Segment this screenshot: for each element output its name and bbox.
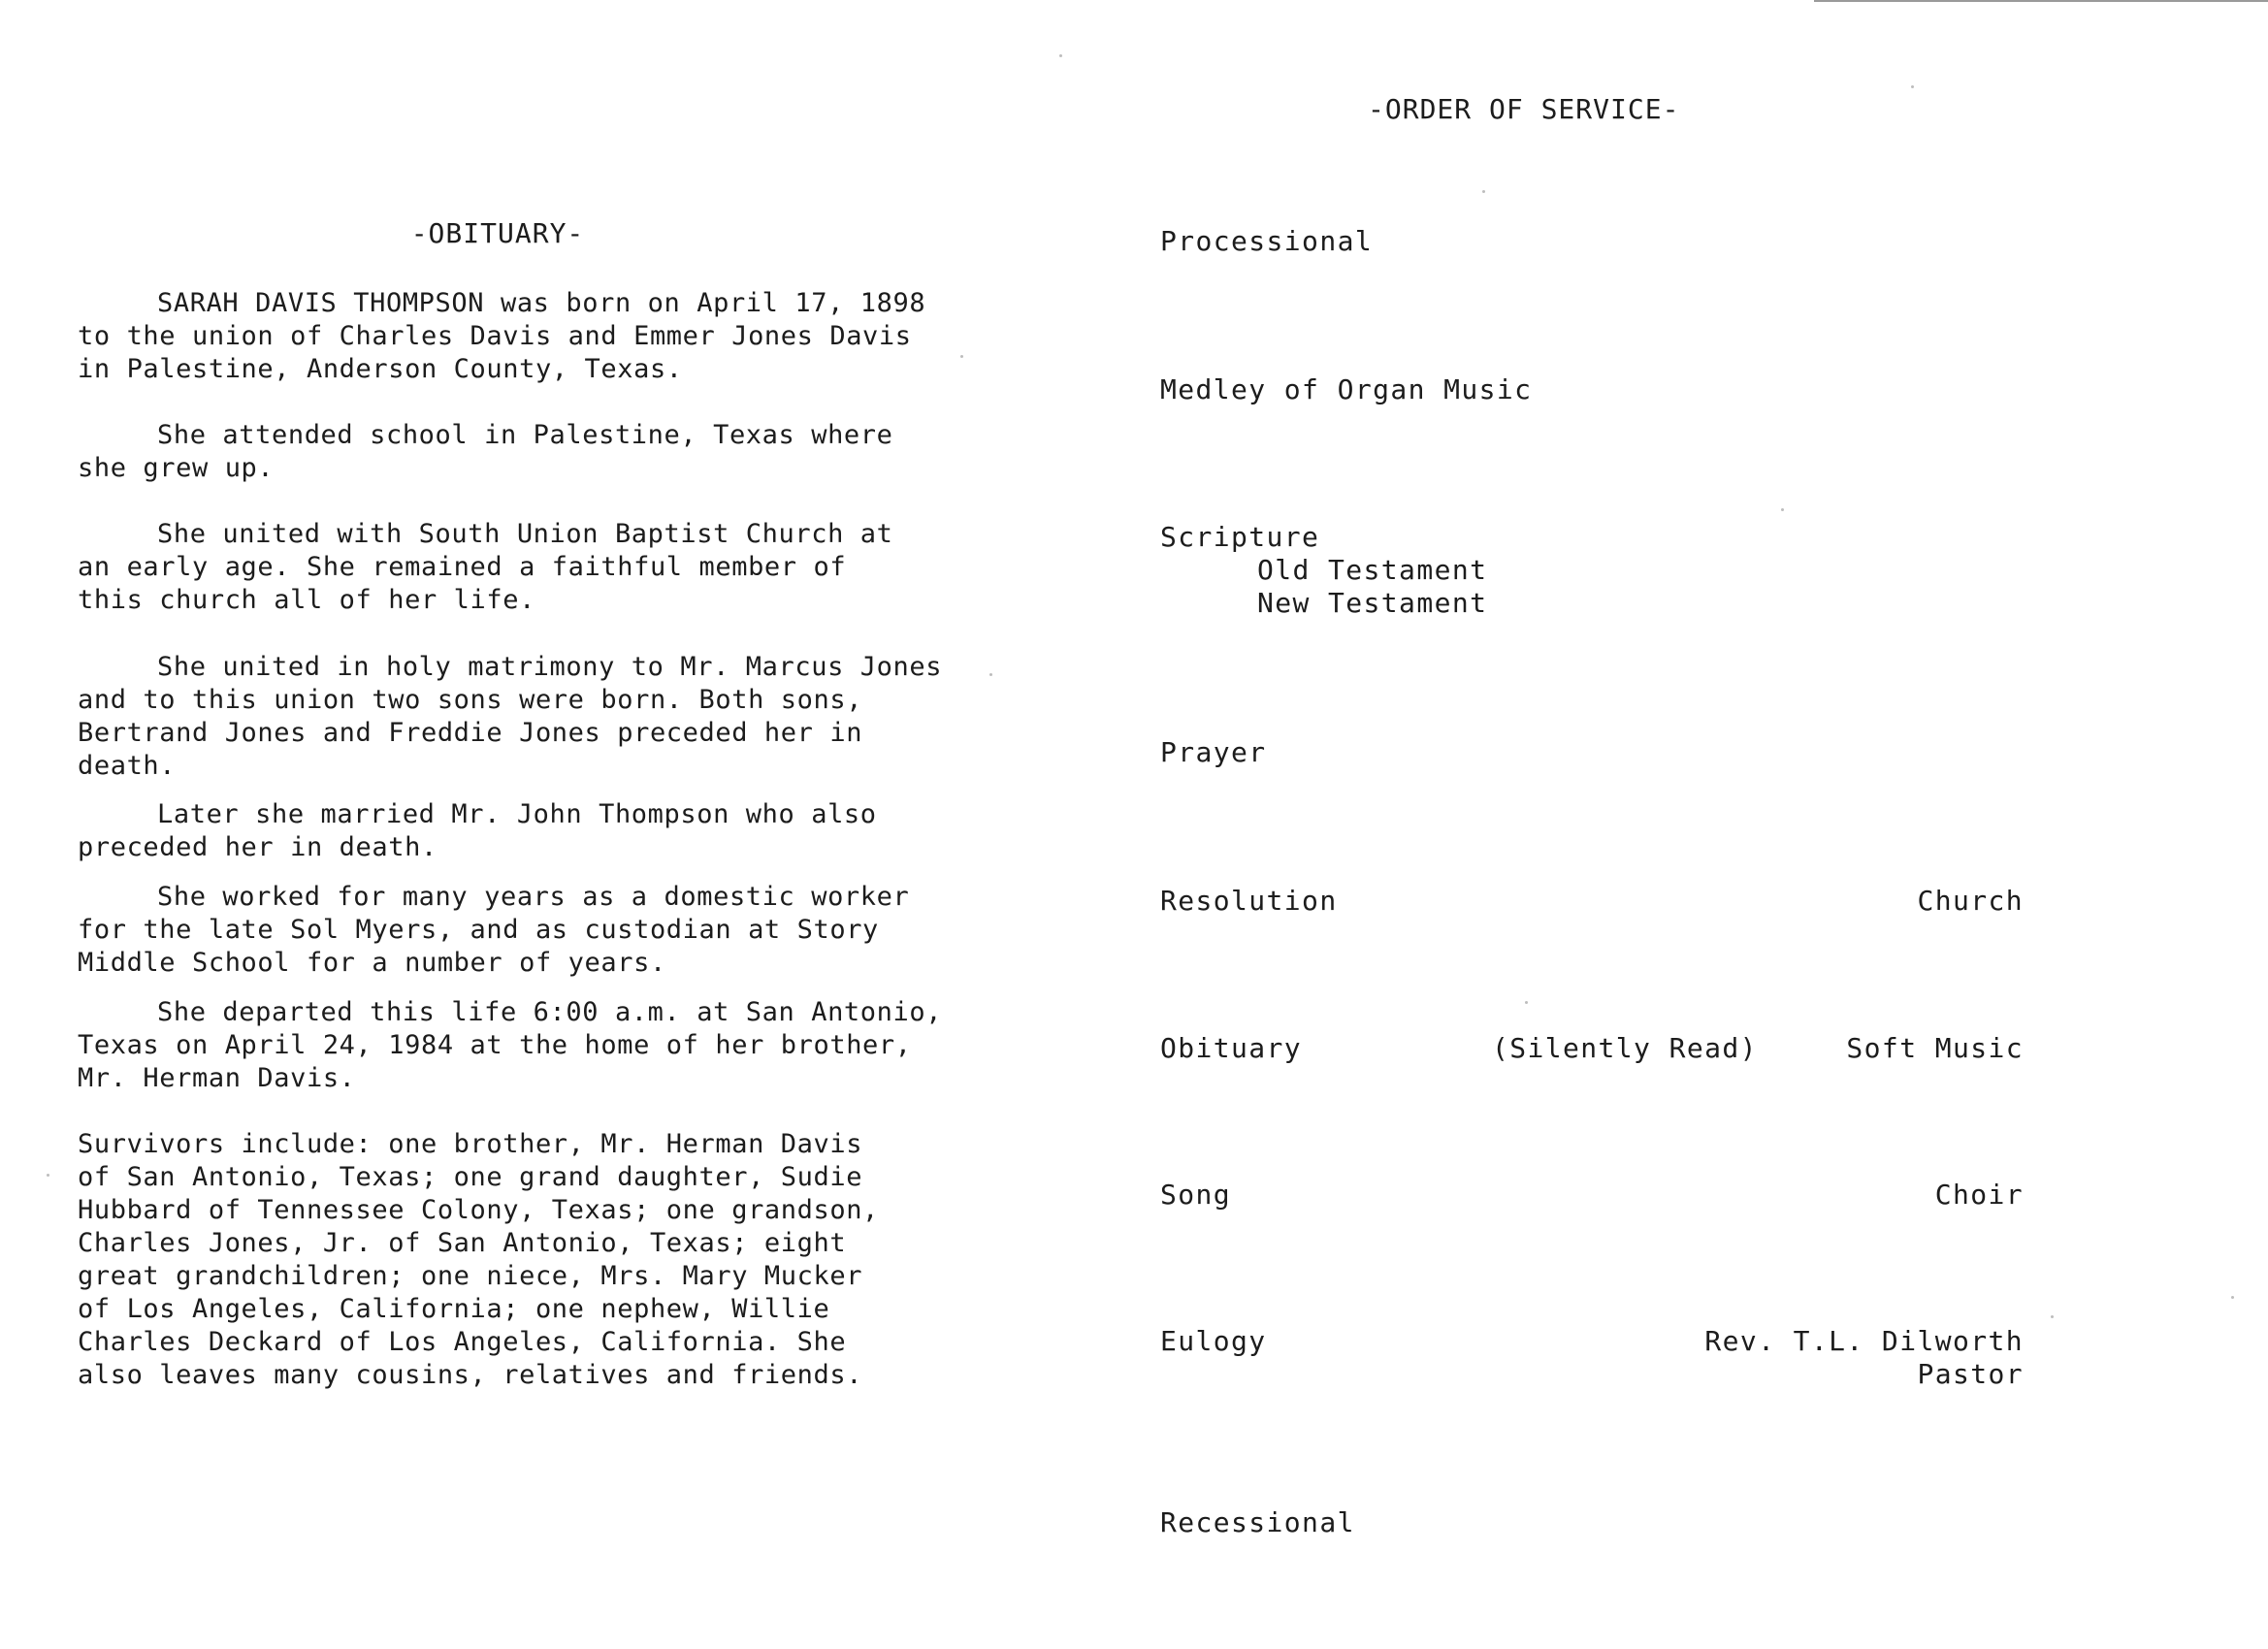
service-item-name: Prayer [1160, 736, 1267, 768]
scan-speck [1781, 508, 1784, 511]
service-item-name: Recessional [1160, 1506, 1355, 1538]
obituary-paragraph-survivors: Survivors include: one brother, Mr. Herman Davis of San Antonio, Texas; one grand daughter, Sudie Hubbard of Tennessee Colony, Texas; one grandson, Charles Jones, Jr. of San Antonio, Texas; eight great grandchildren; one niece, Mrs. Mary Mucker of Los Angeles, California; one nephew, Willie Charles Deckard of Los Angeles, California. She also leaves many cousins, relatives and friends. [78, 1129, 879, 1390]
service-item-performer: Soft Music [1846, 1032, 2024, 1064]
service-item-name: Resolution [1160, 885, 1338, 917]
scan-speck [1911, 85, 1914, 88]
service-item-note: (Silently Read) [1492, 1032, 1758, 1064]
obituary-paragraph-death: She departed this life 6:00 a.m. at San Antonio, Texas on April 24, 1984 at the home of her brother, Mr. Herman Davis. [78, 997, 943, 1093]
scan-speck [2051, 1315, 2054, 1318]
scan-speck [1059, 54, 1062, 57]
scan-edge-line [1814, 0, 2268, 2]
obituary-paragraph-work: She worked for many years as a domestic worker for the late Sol Myers, and as custodian at Story Middle School for a number of years. [78, 882, 910, 978]
service-item-name: Medley of Organ Music [1160, 373, 1533, 405]
scripture-old-testament: Old Testament [1257, 554, 1488, 586]
service-item-performer: Rev. T.L. Dilworth [1704, 1325, 2024, 1357]
scan-speck [47, 1174, 49, 1177]
obituary-paragraph-birth: SARAH DAVIS THOMPSON was born on April 17, 1898 to the union of Charles Davis and Emmer Jones Davis in Palestine, Anderson County, Texas. [78, 288, 926, 384]
scan-speck [1482, 190, 1485, 193]
scan-speck [1525, 1001, 1528, 1004]
scan-speck [960, 355, 963, 358]
scripture-new-testament: New Testament [1257, 587, 1488, 619]
service-item-name: Scripture [1160, 521, 1320, 553]
service-item-name: Song [1160, 1179, 1232, 1211]
scan-speck [2231, 1296, 2234, 1299]
service-item-name: Eulogy [1160, 1325, 1267, 1357]
service-item-performer-title: Pastor [1917, 1358, 2024, 1390]
service-item-performer: Choir [1934, 1179, 2024, 1211]
obituary-paragraph-marriage: She united in holy matrimony to Mr. Marcus Jones and to this union two sons were born. Both sons, Bertrand Jones and Freddie Jones preceded her in death. [78, 652, 943, 781]
obituary-paragraph-second-marriage: Later she married Mr. John Thompson who also preceded her in death. [78, 799, 877, 862]
order-of-service-title: -ORDER OF SERVICE- [1368, 93, 1680, 125]
service-item-name: Obituary [1160, 1032, 1303, 1064]
service-item-name: Processional [1160, 225, 1374, 257]
obituary-paragraph-church: She united with South Union Baptist Church at an early age. She remained a faithful member of this church all of her life. [78, 519, 893, 615]
service-item-performer: Church [1917, 885, 2024, 917]
obituary-title: -OBITUARY- [410, 217, 585, 249]
obituary-paragraph-school: She attended school in Palestine, Texas where she grew up. [78, 420, 893, 483]
scan-speck [989, 673, 992, 676]
